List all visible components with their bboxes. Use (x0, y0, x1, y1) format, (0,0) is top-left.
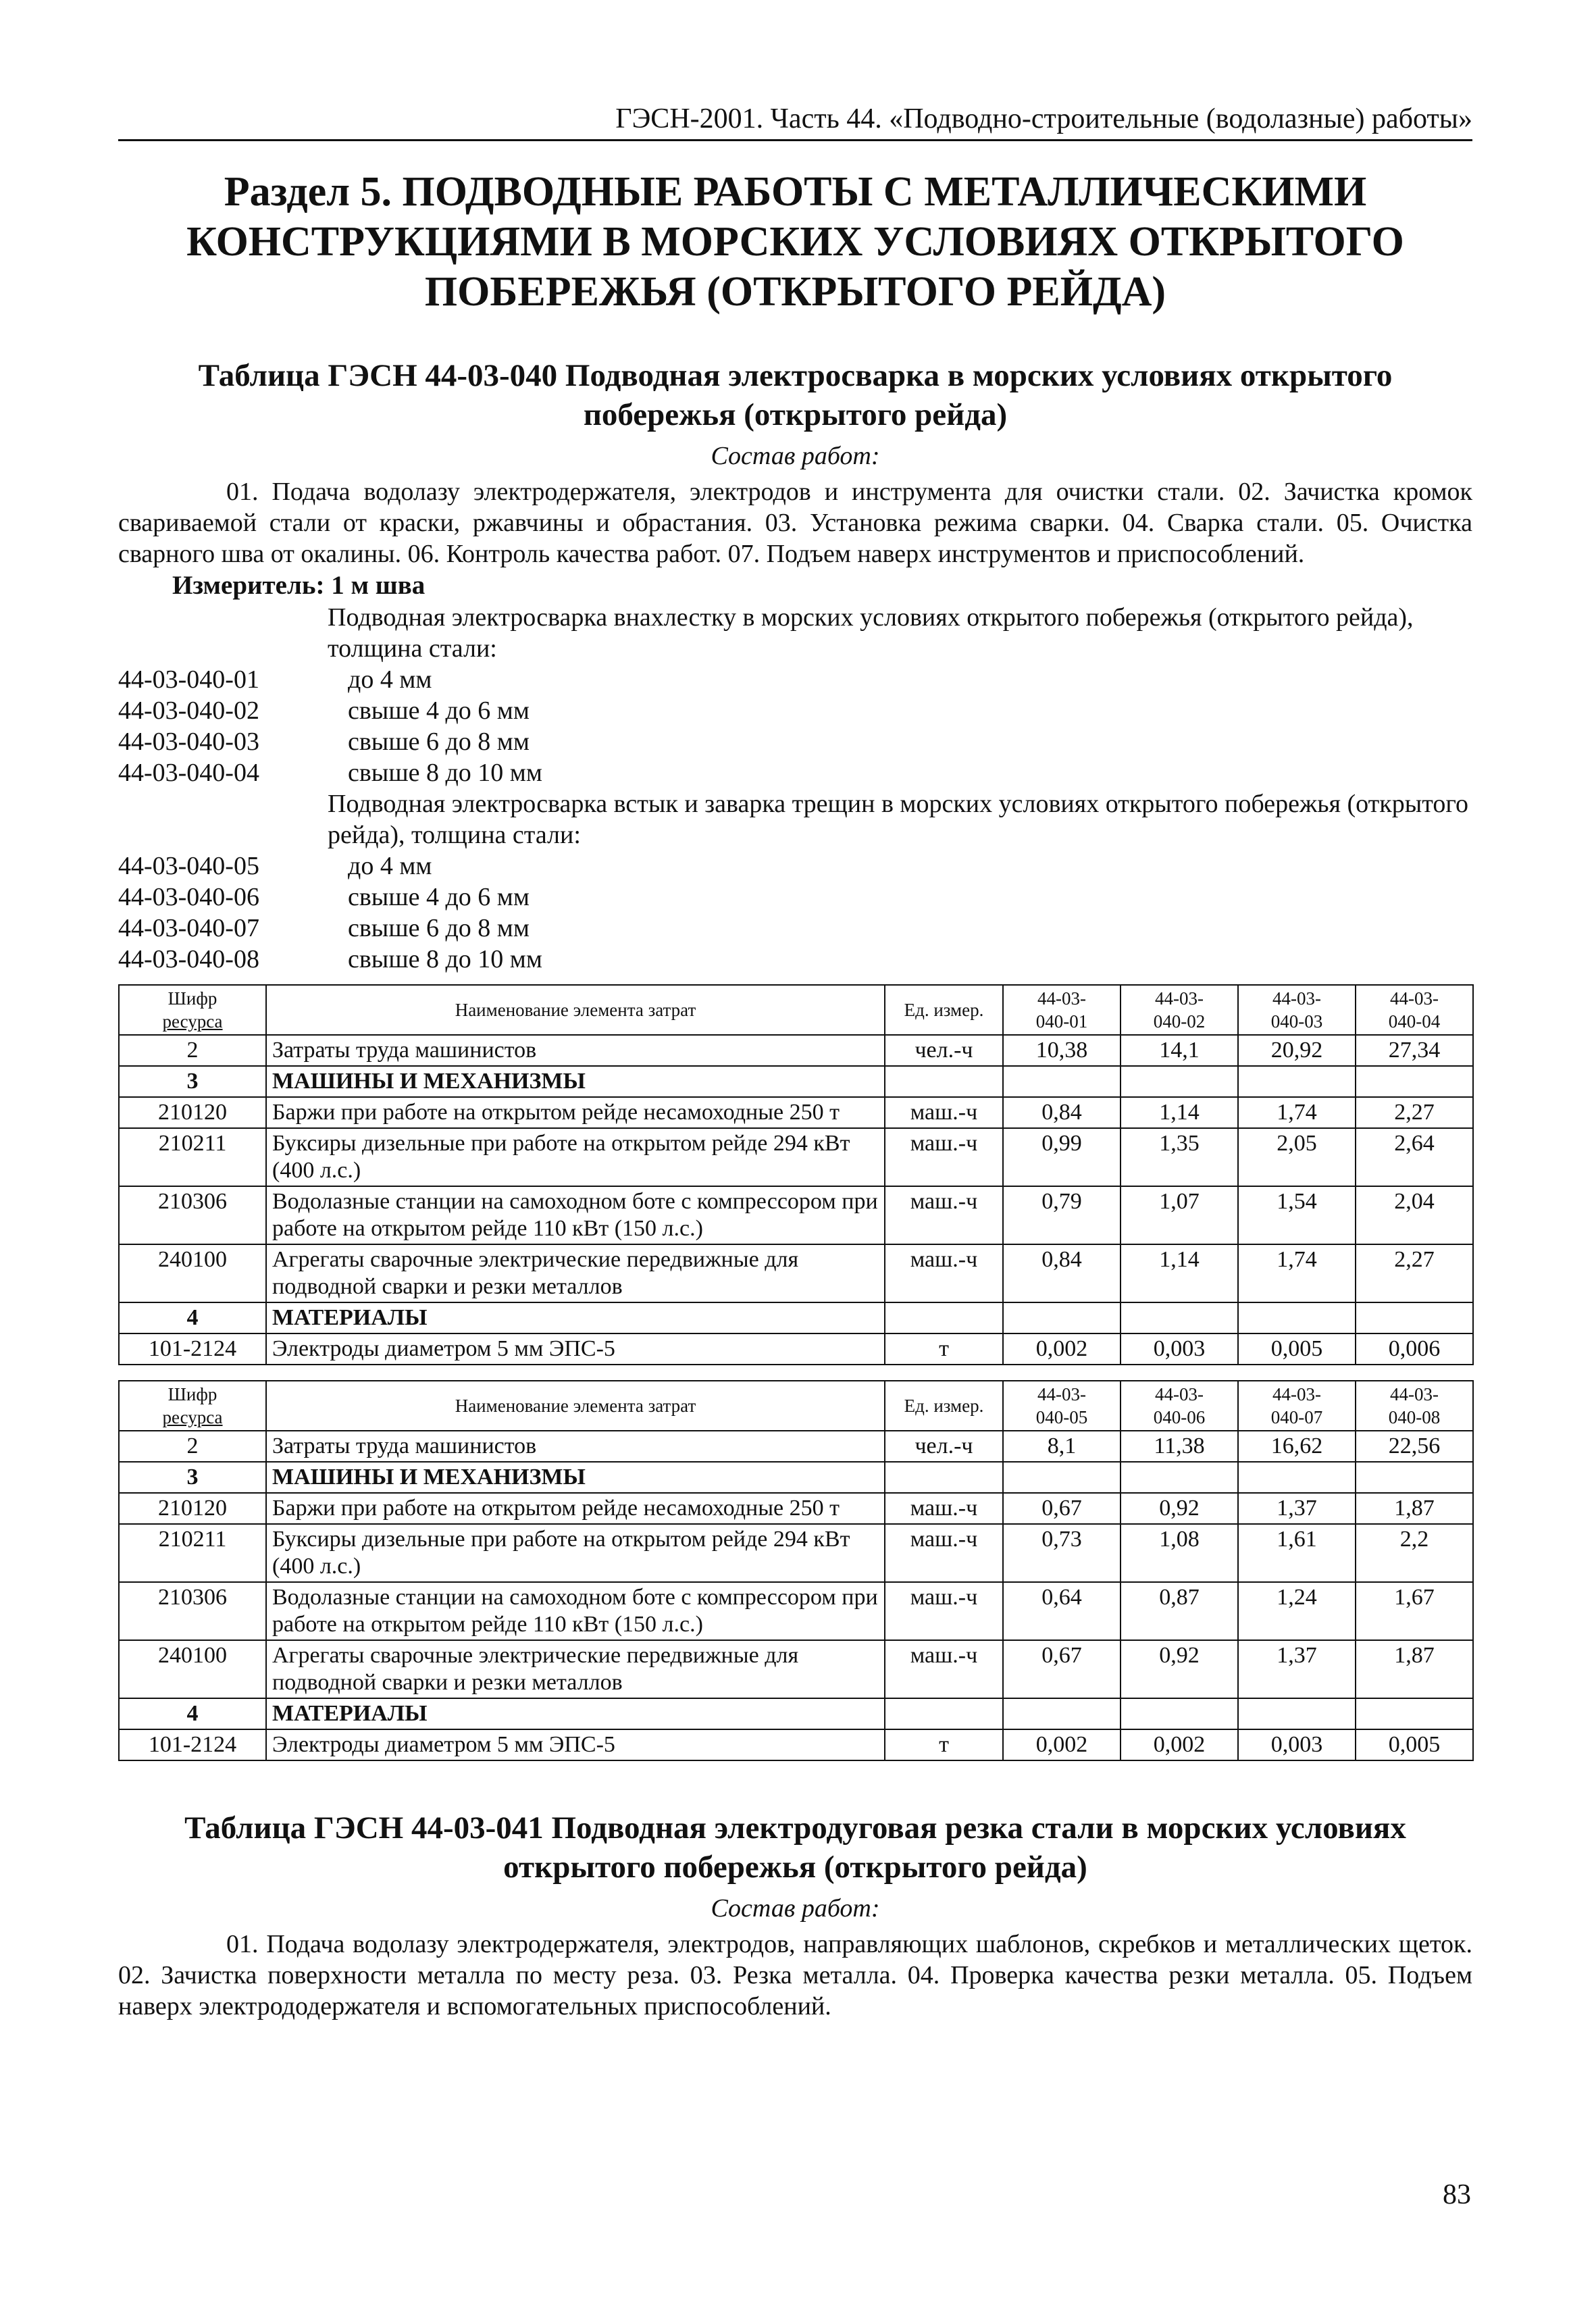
unit-cell: маш.-ч (885, 1186, 1003, 1244)
resource-code-cell: 210120 (119, 1097, 266, 1128)
value-cell: 1,07 (1121, 1186, 1238, 1244)
norm-description: свыше 8 до 10 мм (348, 759, 542, 787)
value-cell (1003, 1698, 1121, 1729)
resource-code-cell: 2 (119, 1431, 266, 1462)
table-row (119, 1097, 1473, 1128)
resource-table (118, 984, 1474, 1365)
unit-cell: маш.-ч (885, 1493, 1003, 1524)
norm-description: свыше 6 до 8 мм (348, 728, 530, 756)
value-cell: 1,14 (1121, 1097, 1238, 1128)
norm-code-row (118, 695, 1472, 726)
table-row (119, 1128, 1473, 1186)
value-cell: 1,24 (1238, 1582, 1356, 1640)
table-row (119, 1035, 1473, 1066)
resource-code-cell: 3 (119, 1066, 266, 1097)
norm-code: 44-03-040-03 (118, 728, 259, 756)
unit-cell: маш.-ч (885, 1582, 1003, 1640)
unit-cell: маш.-ч (885, 1524, 1003, 1582)
col-header-norm: 44-03- 040-07 (1238, 1381, 1356, 1431)
table-row (119, 1302, 1473, 1333)
unit-cell: т (885, 1729, 1003, 1760)
resource-name-cell: МАТЕРИАЛЫ (266, 1698, 885, 1729)
value-cell (1356, 1462, 1473, 1493)
resource-name-cell: Затраты труда машинистов (266, 1035, 885, 1066)
col-header-unit: Ед. измер. (885, 985, 1003, 1035)
resource-code-cell: 210120 (119, 1493, 266, 1524)
col-header-name: Наименование элемента затрат (266, 1381, 885, 1431)
resource-code-cell: 240100 (119, 1640, 266, 1698)
value-cell (1121, 1698, 1238, 1729)
value-cell: 20,92 (1238, 1035, 1356, 1066)
resource-name-cell: Электроды диаметром 5 мм ЭПС-5 (266, 1729, 885, 1760)
table-row (119, 1698, 1473, 1729)
col-header-norm: 44-03- 040-03 (1238, 985, 1356, 1035)
value-cell: 0,006 (1356, 1333, 1473, 1365)
col-header-norm: 44-03- 040-06 (1121, 1381, 1238, 1431)
group-heading (118, 788, 1472, 850)
value-cell: 1,54 (1238, 1186, 1356, 1244)
col-header-code: Шифр ресурса (119, 1381, 266, 1431)
composition-text: 01. Подача водолазу электродержателя, электродов, направляющих шаблонов, скребков и металлических щеток. 02. Зачистка поверхности металла по месту реза. 03. Резка металла. 04. Проверка качества резки металла. 05. Подъем наверх электрододержателя и вспомогательных приспособлений. (118, 1930, 1472, 2020)
norm-code-row (118, 726, 1472, 757)
value-cell (1238, 1066, 1356, 1097)
value-cell: 1,14 (1121, 1244, 1238, 1302)
group-heading-text: Подводная электросварка встык и заварка трещин в морских условиях открытого побережья (открытого рейда), толщина стали: (328, 790, 1469, 849)
resource-name-cell: Баржи при работе на открытом рейде несамоходные 250 т (266, 1097, 885, 1128)
value-cell (1238, 1462, 1356, 1493)
resource-code-cell: 101-2124 (119, 1729, 266, 1760)
table-row (119, 1582, 1473, 1640)
value-cell: 0,003 (1121, 1333, 1238, 1365)
value-cell: 0,84 (1003, 1244, 1121, 1302)
norm-code: 44-03-040-08 (118, 945, 259, 973)
norm-code: 44-03-040-04 (118, 759, 259, 787)
resource-code-cell: 2 (119, 1035, 266, 1066)
norm-code-row (118, 913, 1472, 944)
table-row (119, 1431, 1473, 1462)
value-cell: 0,79 (1003, 1186, 1121, 1244)
value-cell: 0,92 (1121, 1640, 1238, 1698)
unit-cell: чел.-ч (885, 1035, 1003, 1066)
value-cell (1121, 1302, 1238, 1333)
running-header: ГЭСН-2001. Часть 44. «Подводно-строительные (водолазные) работы» (118, 101, 1472, 141)
value-cell: 0,87 (1121, 1582, 1238, 1640)
value-cell: 0,005 (1238, 1333, 1356, 1365)
value-cell (1356, 1302, 1473, 1333)
value-cell (1003, 1302, 1121, 1333)
norm-code-row (118, 882, 1472, 913)
resource-name-cell: МАТЕРИАЛЫ (266, 1302, 885, 1333)
norm-description: до 4 мм (348, 665, 432, 694)
value-cell: 0,92 (1121, 1493, 1238, 1524)
col-header-name: Наименование элемента затрат (266, 985, 885, 1035)
value-cell: 2,04 (1356, 1186, 1473, 1244)
resource-code-cell: 4 (119, 1698, 266, 1729)
composition-label: Состав работ: (711, 442, 880, 470)
norm-code: 44-03-040-02 (118, 696, 259, 725)
value-cell: 1,74 (1238, 1097, 1356, 1128)
value-cell: 0,67 (1003, 1493, 1121, 1524)
norm-code-row (118, 944, 1472, 975)
value-cell: 1,35 (1121, 1128, 1238, 1186)
resource-name-cell: Водолазные станции на самоходном боте с компрессором при работе на открытом рейде 110 кВт (150 л.с.) (266, 1186, 885, 1244)
table-row (119, 1640, 1473, 1698)
norm-code: 44-03-040-01 (118, 665, 259, 694)
unit-cell (885, 1066, 1003, 1097)
group-items (118, 850, 1472, 975)
unit-cell: т (885, 1333, 1003, 1365)
group-heading-text: Подводная электросварка внахлестку в морских условиях открытого побережья (открытого рейда), толщина стали: (328, 603, 1414, 663)
value-cell (1003, 1066, 1121, 1097)
norm-description: свыше 4 до 6 мм (348, 883, 530, 911)
resource-name-cell: МАШИНЫ И МЕХАНИЗМЫ (266, 1066, 885, 1097)
resource-code-cell: 4 (119, 1302, 266, 1333)
value-cell: 0,003 (1238, 1729, 1356, 1760)
table-header-row (119, 985, 1473, 1035)
col-header-norm: 44-03- 040-05 (1003, 1381, 1121, 1431)
col-header-norm: 44-03- 040-04 (1356, 985, 1473, 1035)
resource-name-cell: Водолазные станции на самоходном боте с компрессором при работе на открытом рейде 110 кВт (150 л.с.) (266, 1582, 885, 1640)
value-cell: 1,37 (1238, 1493, 1356, 1524)
value-cell: 0,73 (1003, 1524, 1121, 1582)
resource-table (118, 1380, 1474, 1761)
value-cell: 2,2 (1356, 1524, 1473, 1582)
unit-cell (885, 1302, 1003, 1333)
norm-code: 44-03-040-07 (118, 914, 259, 942)
resource-name-cell: Буксиры дизельные при работе на открытом рейде 294 кВт (400 л.с.) (266, 1128, 885, 1186)
value-cell: 0,99 (1003, 1128, 1121, 1186)
resource-name-cell: Затраты труда машинистов (266, 1431, 885, 1462)
value-cell: 1,37 (1238, 1640, 1356, 1698)
norm-description: свыше 4 до 6 мм (348, 696, 530, 725)
col-header-norm: 44-03- 040-01 (1003, 985, 1121, 1035)
table-row (119, 1524, 1473, 1582)
value-cell: 0,002 (1003, 1729, 1121, 1760)
table-row (119, 1493, 1473, 1524)
table-row (119, 1462, 1473, 1493)
resource-name-cell: Агрегаты сварочные электрические передвижные для подводной сварки и резки металлов (266, 1244, 885, 1302)
value-cell (1121, 1066, 1238, 1097)
norm-description: свыше 6 до 8 мм (348, 914, 530, 942)
value-cell: 0,64 (1003, 1582, 1121, 1640)
unit-cell (885, 1698, 1003, 1729)
value-cell (1238, 1698, 1356, 1729)
norm-code-row (118, 850, 1472, 882)
resource-code-cell: 210211 (119, 1128, 266, 1186)
table-row (119, 1244, 1473, 1302)
resource-name-cell: МАШИНЫ И МЕХАНИЗМЫ (266, 1462, 885, 1493)
meter-label: Измеритель: 1 м шва (172, 571, 426, 600)
value-cell: 27,34 (1356, 1035, 1473, 1066)
norm-code: 44-03-040-06 (118, 883, 259, 911)
unit-cell (885, 1462, 1003, 1493)
col-header-code: Шифр ресурса (119, 985, 266, 1035)
composition-text: 01. Подача водолазу электродержателя, электродов и инструмента для очистки стали. 02. Зачистка кромок свариваемой стали от краски, ржавчины и обрастания. 03. Установка режима сварки. 04. Сварка стали. 05. Очистка сварного шва от окалины. 06. Контроль качества работ. 07. Подъем наверх инструментов и приспособлений. (118, 478, 1472, 568)
table-row (119, 1333, 1473, 1365)
resource-name-cell: Буксиры дизельные при работе на открытом рейде 294 кВт (400 л.с.) (266, 1524, 885, 1582)
resource-code-cell: 210211 (119, 1524, 266, 1582)
value-cell: 16,62 (1238, 1431, 1356, 1462)
value-cell: 2,27 (1356, 1244, 1473, 1302)
value-cell: 1,87 (1356, 1640, 1473, 1698)
value-cell: 0,002 (1121, 1729, 1238, 1760)
value-cell: 2,27 (1356, 1097, 1473, 1128)
resource-name-cell: Баржи при работе на открытом рейде несамоходные 250 т (266, 1493, 885, 1524)
value-cell: 1,87 (1356, 1493, 1473, 1524)
unit-cell: маш.-ч (885, 1640, 1003, 1698)
norm-code-row (118, 664, 1472, 695)
value-cell: 0,005 (1356, 1729, 1473, 1760)
col-header-unit: Ед. измер. (885, 1381, 1003, 1431)
value-cell (1356, 1066, 1473, 1097)
value-cell (1121, 1462, 1238, 1493)
unit-cell: маш.-ч (885, 1097, 1003, 1128)
col-header-norm: 44-03- 040-02 (1121, 985, 1238, 1035)
norm-description: до 4 мм (348, 852, 432, 880)
resource-code-cell: 210306 (119, 1582, 266, 1640)
page-number: 83 (1443, 2179, 1471, 2210)
norm-code-row (118, 757, 1472, 788)
value-cell: 10,38 (1003, 1035, 1121, 1066)
table-row (119, 1186, 1473, 1244)
resource-code-cell: 240100 (119, 1244, 266, 1302)
group-items (118, 664, 1472, 788)
value-cell (1003, 1462, 1121, 1493)
resource-name-cell: Агрегаты сварочные электрические передвижные для подводной сварки и резки металлов (266, 1640, 885, 1698)
resource-code-cell: 3 (119, 1462, 266, 1493)
value-cell: 0,67 (1003, 1640, 1121, 1698)
value-cell: 1,67 (1356, 1582, 1473, 1640)
unit-cell: чел.-ч (885, 1431, 1003, 1462)
value-cell: 22,56 (1356, 1431, 1473, 1462)
table-row (119, 1729, 1473, 1760)
col-header-norm: 44-03- 040-08 (1356, 1381, 1473, 1431)
resource-code-cell: 210306 (119, 1186, 266, 1244)
table-header-row (119, 1381, 1473, 1431)
table-040-title: Таблица ГЭСН 44-03-040 Подводная электросварка в морских условиях открытого побережья (открытого рейда) (198, 358, 1393, 432)
value-cell: 11,38 (1121, 1431, 1238, 1462)
unit-cell: маш.-ч (885, 1244, 1003, 1302)
composition-label: Состав работ: (711, 1894, 880, 1923)
value-cell: 8,1 (1003, 1431, 1121, 1462)
value-cell: 1,74 (1238, 1244, 1356, 1302)
unit-cell: маш.-ч (885, 1128, 1003, 1186)
value-cell (1356, 1698, 1473, 1729)
value-cell: 14,1 (1121, 1035, 1238, 1066)
value-cell: 0,84 (1003, 1097, 1121, 1128)
document-page (118, 101, 1472, 2022)
value-cell (1238, 1302, 1356, 1333)
norm-code-list (118, 602, 1472, 975)
norm-description: свыше 8 до 10 мм (348, 945, 542, 973)
value-cell: 2,64 (1356, 1128, 1473, 1186)
table-041-title: Таблица ГЭСН 44-03-041 Подводная электродуговая резка стали в морских условиях открытого побережья (открытого рейда) (184, 1810, 1406, 1885)
resource-code-cell: 101-2124 (119, 1333, 266, 1365)
value-cell: 2,05 (1238, 1128, 1356, 1186)
resource-name-cell: Электроды диаметром 5 мм ЭПС-5 (266, 1333, 885, 1365)
value-cell: 0,002 (1003, 1333, 1121, 1365)
value-cell: 1,61 (1238, 1524, 1356, 1582)
table-row (119, 1066, 1473, 1097)
value-cell: 1,08 (1121, 1524, 1238, 1582)
group-heading (118, 602, 1472, 664)
section-title: Раздел 5. ПОДВОДНЫЕ РАБОТЫ С МЕТАЛЛИЧЕСКИМИ КОНСТРУКЦИЯМИ В МОРСКИХ УСЛОВИЯХ ОТКРЫТОГО ПОБЕРЕЖЬЯ (ОТКРЫТОГО РЕЙДА) (186, 169, 1404, 315)
norm-code: 44-03-040-05 (118, 852, 259, 880)
